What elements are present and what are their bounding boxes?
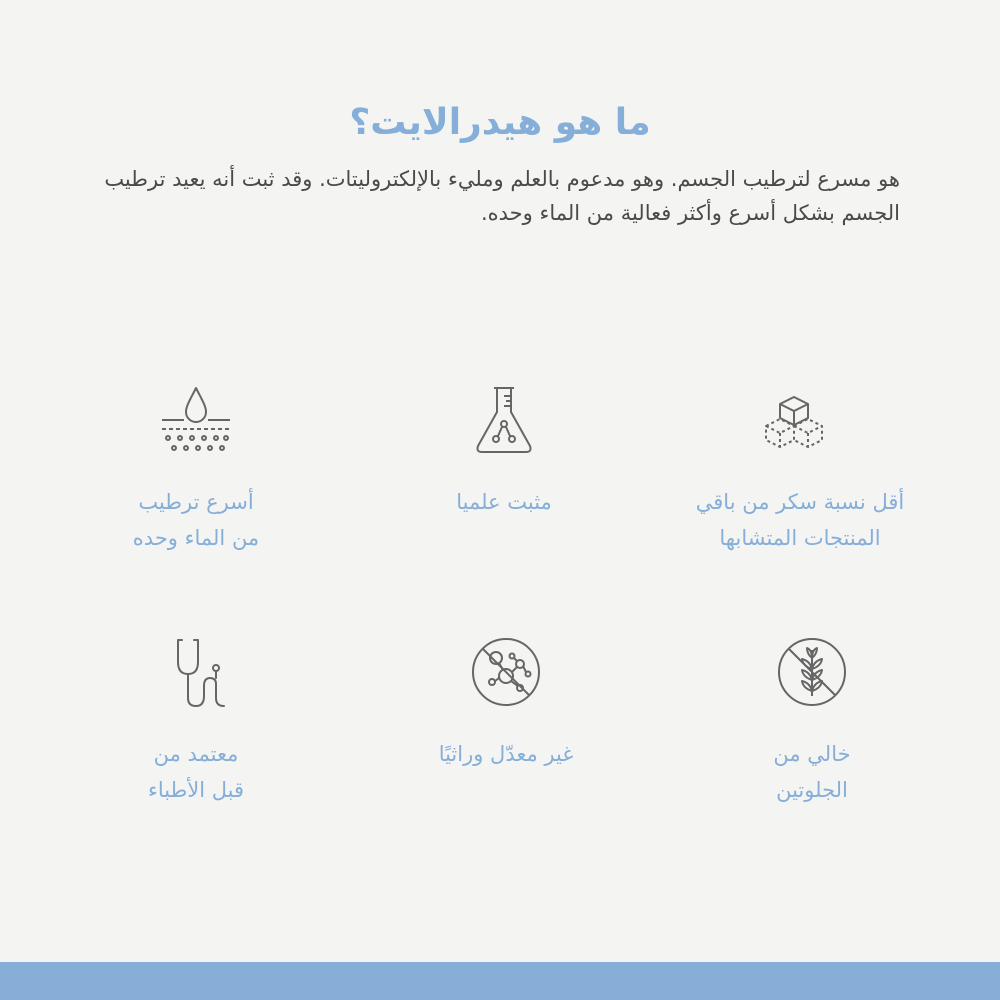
- feature-label-line2: الجلوتين: [776, 778, 848, 802]
- feature-label-line2: المنتجات المتشابها: [719, 526, 881, 550]
- sugar-cube-icon: [762, 382, 838, 458]
- non-gmo-icon: [468, 634, 544, 710]
- page-title: ما هو هيدرالايت؟: [349, 102, 651, 143]
- water-drop-skin-icon: [158, 382, 234, 458]
- feature-label-line1: معتمد من: [153, 742, 239, 766]
- feature-label-line1: أسرع ترطيب: [138, 490, 254, 514]
- stethoscope-icon: [158, 634, 234, 710]
- feature-label-line1: أقل نسبة سكر من باقي: [695, 490, 905, 514]
- feature-label-line1: مثبت علميا: [456, 490, 552, 514]
- flask-icon: [466, 382, 542, 458]
- feature-label-line1: غير معدّل وراثيًا: [438, 742, 574, 766]
- feature-label-line2: من الماء وحده: [132, 526, 260, 550]
- feature-label-line2: قبل الأطباء: [147, 778, 245, 802]
- feature-label-line1: خالي من: [773, 742, 851, 766]
- intro-paragraph: هو مسرع لترطيب الجسم. وهو مدعوم بالعلم ومليء بالإلكتروليتات. وقد ثبت أنه يعيد ترطيب الجسم بشكل أسرع وأكثر فعالية من الماء وحده.: [104, 167, 900, 225]
- bottom-accent-bar: [0, 962, 1000, 1000]
- gluten-free-icon: [774, 634, 850, 710]
